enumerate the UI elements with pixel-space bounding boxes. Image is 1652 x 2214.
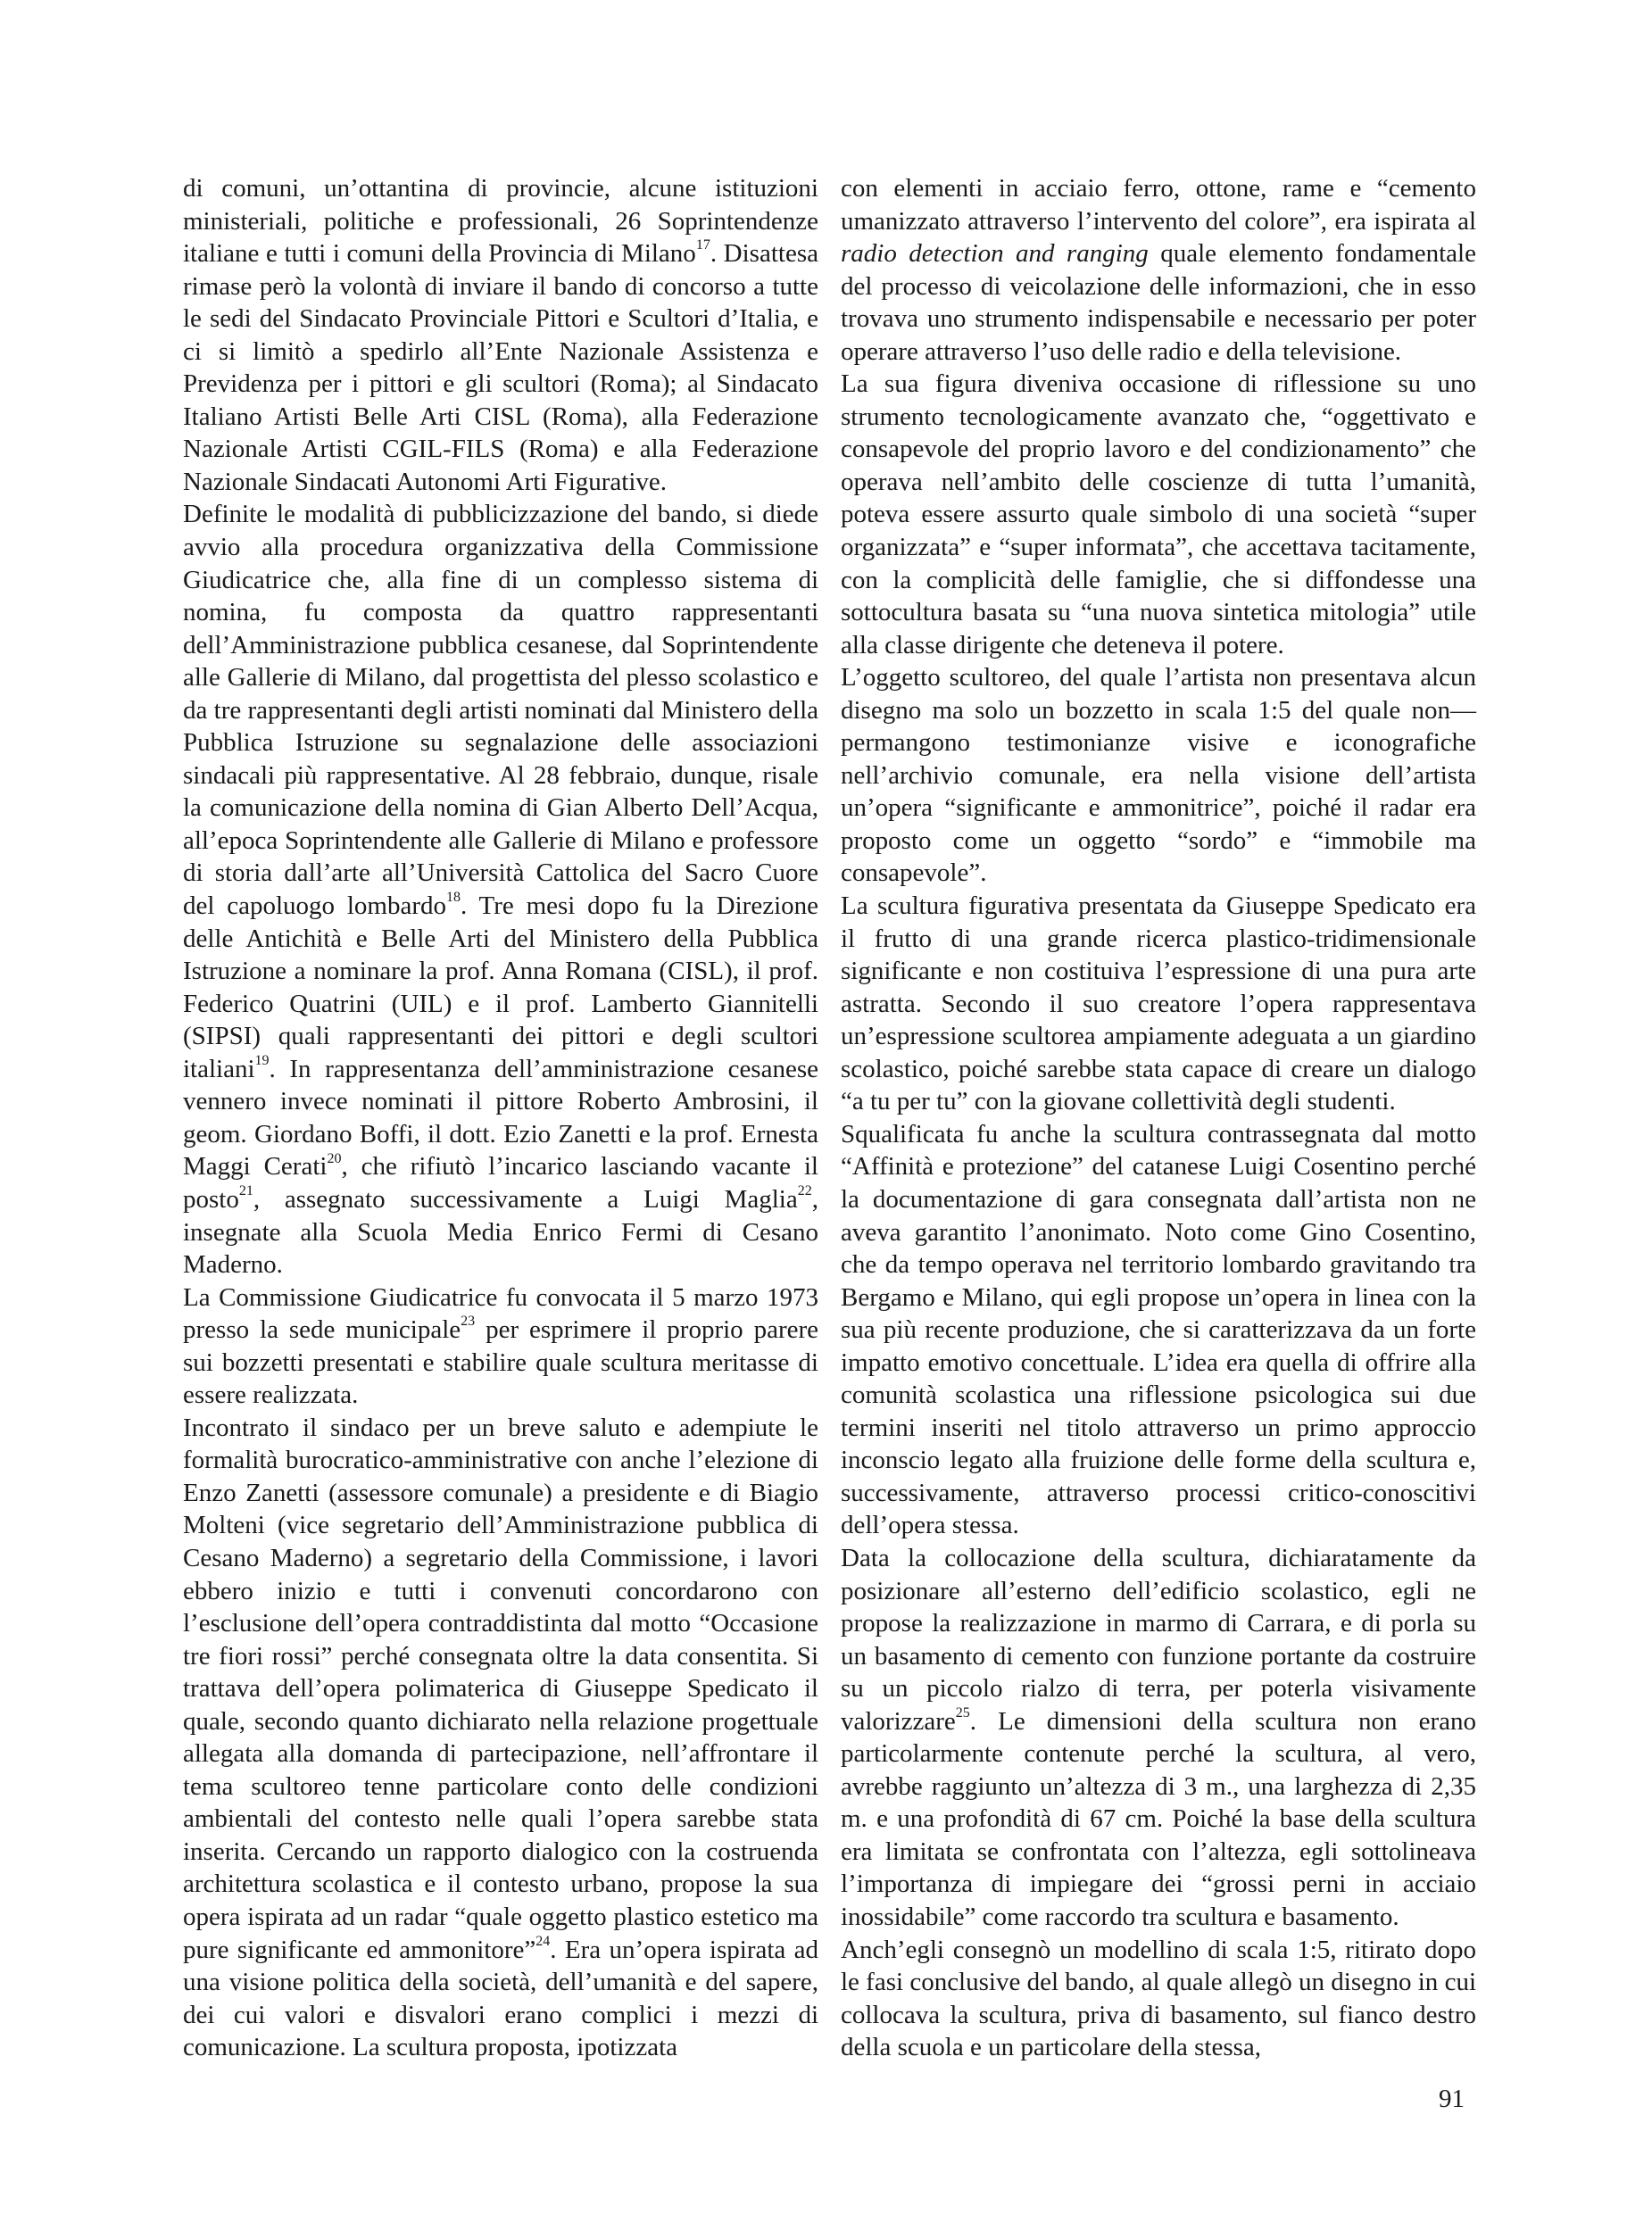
right-text-column [841,172,1476,2064]
text-run: L’oggetto scultoreo, del quale l’artista non presentava alcun disegno ma solo un bozzetto in scala 1:5 del quale non—permangono testimonianze visive e iconografiche nell’archivio comunale, era nella visione dell’artista un’opera “significante e ammonitrice”, poiché il radar era proposto come un oggetto “sordo” e “immobile ma consapevole”. [841,663,1476,888]
paragraph [841,172,1476,368]
text-run: con elementi in acciaio ferro, ottone, rame e “cemento umanizzato attraverso l’intervento del colore”, era ispirata al [841,174,1476,236]
text-run: . Era un’opera ispirata ad una visione politica della società, dell’umanità e del sapere, dei cui valori e disvalori erano complici i mezzi di comunicazione. La scultura proposta, ipotizzata [183,1935,819,2062]
text-run: La sua figura diveniva occasione di riflessione su uno strumento tecnologicamente avanzato che, “oggettivato e consapevole del proprio lavoro e del condizionamento” che operava nell’ambito delle coscienze di tutta l’umanità, poteva essere assurto quale simbolo di una società “super organizzata” e “super informata”, che accettava tacitamente, con la complicità delle famiglie, che si diffondesse una sottocultura basata su “una nuova sintetica mitologia” utile alla classe dirigente che deteneva il potere. [841,369,1476,659]
paragraph [183,1281,818,1412]
text-run: per esprimere il proprio parere sui bozzetti presentati e stabilire quale scultura meritasse di essere realizzata. [183,1315,818,1410]
text-run: di comuni, un’ottantina di provincie, alcune istituzioni ministeriali, politiche e professionali, 26 Soprintendenze italiane e tutti i comuni della Provincia di Milano [183,174,818,269]
footnote-reference: 22 [797,1183,812,1199]
text-run: Data la collocazione della scultura, dichiaratamente da posizionare all’esterno dell’edificio scolastico, egli ne propose la realizzazione in marmo di Carrara, e di porla su un basamento di cemento con funzione portante da costruire su un piccolo rialzo di terra, per poterla visivamente valorizzare [841,1543,1476,1736]
text-run: Anch’egli consegnò un modellino di scala 1:5, ritirato dopo le fasi conclusive del bando, al quale allegò un disegno in cui collocava la scultura, priva di basamento, sul fianco destro della scuola e un particolare della stessa, [841,1935,1476,2062]
paragraph [841,1542,1476,1934]
paragraph [183,172,818,498]
text-run: quale elemento fondamentale del processo di veicolazione delle informazioni, che in esso trovava uno strumento indispensabile e necessario per poter operare attraverso l’uso delle radio e della televisione. [841,239,1476,366]
paragraph [841,661,1476,890]
footnote-reference: 24 [535,1933,551,1949]
paragraph [841,890,1476,1118]
italic-text: radio detection and ranging [841,239,1149,269]
text-run: , che rifiutò l’incarico lasciando vacante il posto [183,1152,818,1214]
left-text-column [183,172,818,2064]
page-number: 91 [1439,2085,1465,2113]
paragraph [183,1412,818,2064]
text-run: Definite le modalità di pubblicizzazione del bando, si diede avvio alla procedura organizzativa della Commissione Giudicatrice che, alla fine di un complesso sistema di nomina, fu composta da quattro rappresentanti dell’Amministrazione pubblica cesanese, dal Soprintendente alle Gallerie di Milano, dal progettista del plesso scolastico e da tre rappresentanti degli artisti nominati dal Ministero della Pubblica Istruzione su segnalazione delle associazioni sindacali più rappresentative. Al 28 febbraio, dunque, risale la comunicazione della nomina di Gian Alberto Dell’Acqua, all’epoca Soprintendente alle Gallerie di Milano e professore di storia dall’arte all’Università Cattolica del Sacro Cuore del capoluogo lombardo [183,500,818,921]
text-run: La Commissione Giudicatrice fu convocata il 5 marzo 1973 presso la sede municipale [183,1282,818,1345]
text-run: . In rappresentanza dell’amministrazione cesanese vennero invece nominati il pittore Roberto Ambrosini, il geom. Giordano Boffi, il dott. Ezio Zanetti e la prof. Ernesta Maggi Cerati [183,1054,818,1182]
paragraph [841,368,1476,661]
footnote-reference: 17 [695,237,710,253]
paragraph [183,498,818,1281]
text-run: Incontrato il sindaco per un breve saluto e adempiute le formalità burocratico-amministrative con anche l’elezione di Enzo Zanetti (assessore comunale) a presidente e di Biagio Molteni (vice segretario dell’Amministrazione pubblica di Cesano Maderno) a segretario della Commissione, i lavori ebbero inizio e tutti i convenuti concordarono con l’esclusione dell’opera contraddistinta dal motto “Occasione tre fiori rossi” perché consegnata oltre la data consentita. Si trattava dell’opera polimaterica di Giuseppe Spedicato il quale, secondo quanto dichiarato nella relazione progettuale allegata alla domanda di partecipazione, nell’affrontare il tema scultoreo tenne particolare conto delle condizioni ambientali del contesto nelle quali l’opera sarebbe stata inserita. Cercando un rapporto dialogico con la costruenda architettura scolastica e il contesto urbano, propose la sua opera ispirata ad un radar “quale oggetto plastico estetico ma pure significante ed ammonitore” [183,1413,818,1964]
text-run: , insegnate alla Scuola Media Enrico Fermi di Cesano Maderno. [183,1184,818,1280]
text-run: Squalificata fu anche la scultura contrassegnata dal motto “Affinità e protezione” del catanese Luigi Cosentino perché la documentazione di gara consegnata dall’artista non ne aveva garantito l’anonimato. Noto come Gino Cosentino, che da tempo operava nel territorio lombardo gravitando tra Bergamo e Milano, qui egli propose un’opera in linea con la sua più recente produzione, che si caratterizzava da un forte impatto emotivo concettuale. L’idea era quella di offrire alla comunità scolastica una riflessione psicologica sui due termini inseriti nel titolo attraverso un primo approccio inconscio legato alla fruizione delle forme della scultura e, successivamente, attraverso processi critico-conoscitivi dell’opera stessa. [841,1119,1476,1540]
text-run: La scultura figurativa presentata da Giuseppe Spedicato era il frutto di una grande ricerca plastico-tridimensionale significante e non costituiva l’espressione di una pura arte astratta. Secondo il suo creatore l’opera rappresentava un’espressione scultorea ampiamente adeguata a un giardino scolastico, poiché sarebbe stata capace di creare un dialogo “a tu per tu” con la giovane collettività degli studenti. [841,891,1476,1116]
footnote-reference: 20 [327,1150,342,1166]
footnote-reference: 23 [461,1314,476,1330]
paragraph [841,1934,1476,2064]
text-run: . Disattesa rimase però la volontà di inviare il bando di concorso a tutte le sedi del Sindacato Provinciale Pittori e Scultori d’Italia, e ci si limitò a spedirlo all’Ente Nazionale Assistenza e Previdenza per i pittori e gli scultori (Roma); al Sindacato Italiano Artisti Belle Arti CISL (Roma), alla Federazione Nazionale Artisti CGIL-FILS (Roma) e alla Federazione Nazionale Sindacati Autonomi Arti Figurative. [183,239,818,496]
footnote-reference: 19 [254,1053,270,1069]
text-run: , assegnato successivamente a Luigi Maglia [253,1184,798,1214]
text-run: . Tre mesi dopo fu la Direzione delle Antichità e Belle Arti del Ministero della Pubblica Istruzione a nominare la prof. Anna Romana (CISL), il prof. Federico Quatrini (UIL) e il prof. Lamberto Giannitelli (SIPSI) quali rappresentanti dei pittori e degli scultori italiani [183,891,818,1083]
footnote-reference: 25 [955,1705,970,1721]
paragraph [841,1118,1476,1542]
footnote-reference: 21 [238,1183,253,1199]
text-run: . Le dimensioni della scultura non erano particolarmente contenute perché la scultura, al vero, avrebbe raggiunto un’altezza di 3 m., una larghezza di 2,35 m. e una profondità di 67 cm. Poiché la base della scultura era limitata se confrontata con l’altezza, egli sottolineava l’importanza di impiegare dei “grossi perni in acciaio inossidabile” come raccordo tra scultura e basamento. [841,1706,1476,1931]
footnote-reference: 18 [446,890,461,906]
